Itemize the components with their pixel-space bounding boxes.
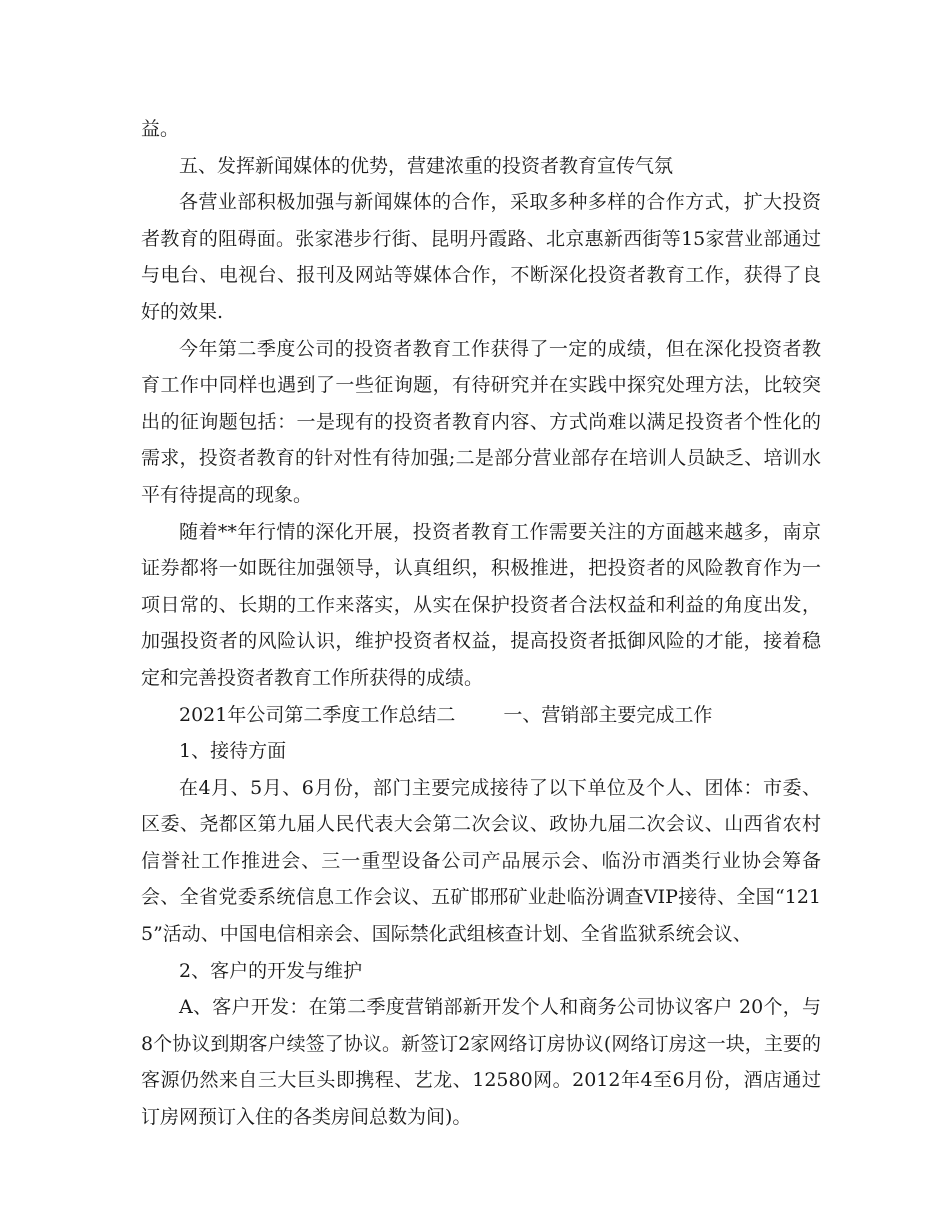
- document-body: [141, 111, 821, 1136]
- paragraph: 在4月、5月、6月份，部门主要完成接待了以下单位及个人、团体：市委、区委、尧都区第九届人民代表大会第二次会议、政协九届二次会议、山西省农村信誉社工作推进会、三一重型设备公司产品展示会、临汾市酒类行业协会筹备会、全省党委系统信息工作会议、五矿邯邢矿业赴临汾调查VIP接待、全国“1215”活动、中国电信相亲会、国际禁化武组核查计划、全省监狱系统会议、: [141, 776, 821, 946]
- paragraph: 益。: [141, 118, 180, 140]
- paragraph: 随着**年行情的深化开展，投资者教育工作需要关注的方面越来越多，南京证券都将一如既往加强领导，认真组织，积极推进，把投资者的风险教育作为一项日常的、长期的工作来落实，从实在保护投资者合法权益和利益的角度出发，加强投资者的风险认识，维护投资者权益，提高投资者抵御风险的才能，接着稳定和完善投资者教育工作所获得的成绩。: [141, 520, 821, 689]
- paragraph: A、客户开发：在第二季度营销部新开发个人和商务公司协议客户 20个，与8个协议到期客户续签了协议。新签订2家网络订房协议(网络订房这一块，主要的客源仍然来自三大巨头即携程、艺龙、12580网。2012年4至6月份，酒店通过订房网预订入住的各类房间总数为间)。: [141, 996, 821, 1129]
- paragraph: 各营业部积极加强与新闻媒体的合作，采取多种多样的合作方式，扩大投资者教育的阻碍面。张家港步行街、昆明丹霞路、北京惠新西街等15家营业部通过与电台、电视台、报刊及网站等媒体合作，不断深化投资者教育工作，获得了良好的效果.: [141, 191, 821, 323]
- section-heading: 一、营销部主要完成工作: [503, 703, 713, 726]
- subsection-heading: 1、接待方面: [179, 740, 287, 763]
- subsection-heading: 2、客户的开发与维护: [179, 959, 363, 982]
- document-title: 2021年公司第二季度工作总结二: [179, 703, 456, 726]
- section-heading: 五、发挥新闻媒体的优势，营建浓重的投资者教育宣传气氛: [179, 154, 674, 177]
- document-title-line: [141, 697, 821, 734]
- paragraph: 今年第二季度公司的投资者教育工作获得了一定的成绩，但在深化投资者教育工作中同样也遇到了一些征询题，有待研究并在实践中探究处理方法，比较突出的征询题包括：一是现有的投资者教育内容、方式尚难以满足投资者个性化的需求，投资者教育的针对性有待加强;二是部分营业部存在培训人员缺乏、培训水平有待提高的现象。: [141, 337, 821, 506]
